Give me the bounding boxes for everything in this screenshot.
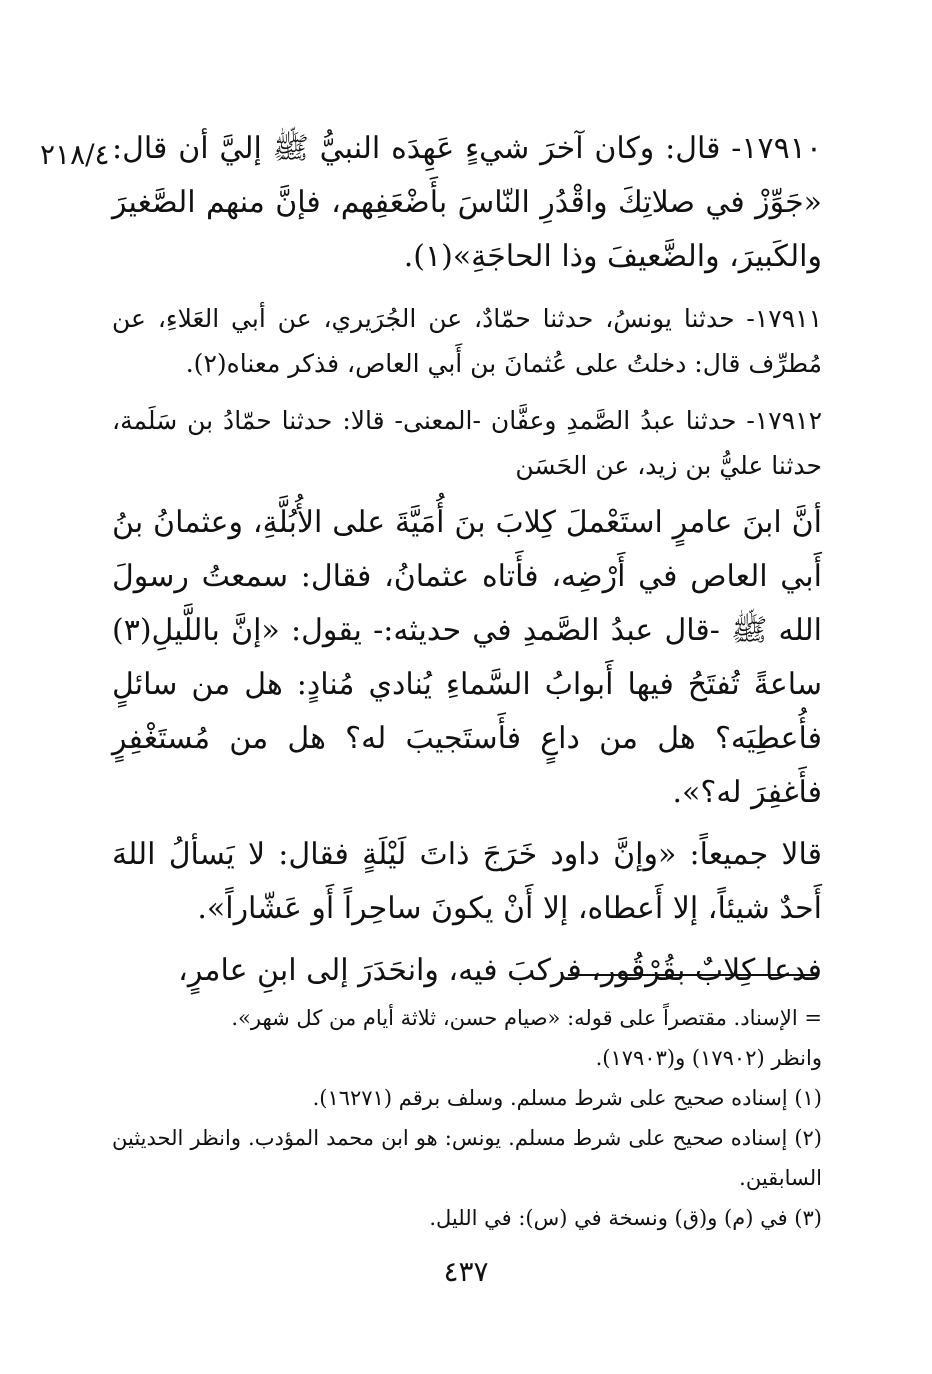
- page-number: ٤٣٧: [443, 1255, 489, 1288]
- hadith-17912-matn: أنَّ ابنَ عامرٍ استَعْملَ كِلابَ بنَ أُمَيَّةَ على الأُبُلَّةِ، وعثمانُ بنُ أَبي العاص في أَرْضِه، فأَتاه عثمانُ، فقال: سمعتُ رسولَ الله ﷺ -قال عبدُ الصَّمدِ في حديثه:- يقول: «إنَّ باللَّيلِ(٣) ساعةً تُفتَحُ فيها أَبوابُ السَّماءِ يُنادي مُنادٍ: هل من سائلٍ فأُعطِيَه؟ هل من داعٍ فأَستَجيبَ له؟ هل من مُستَغْفِرٍ فأَغفِرَ له؟».: [112, 505, 822, 810]
- volume-page-reference: ٢١٨/٤: [40, 138, 110, 171]
- hadith-17912-dawud: قالا جميعاً: «وإنَّ داود خَرَجَ ذاتَ لَيْلَةٍ فقال: لا يَسألُ اللهَ أَحدٌ شيئاً، إلا أَعطاه، إلا أَنْ يكونَ ساحِراً أَو عَشّاراً».: [112, 837, 822, 926]
- footnote-continued-see-also: وانظر (١٧٩٠٢) و(١٧٩٠٣).: [595, 1046, 822, 1070]
- footnote-separator: [568, 974, 818, 976]
- footnote-continued: = الإسناد. مقتصراً على قوله: «صيام حسن، ثلاثة أيام من كل شهر».: [231, 1006, 822, 1030]
- footnote-2: (٢) إسناده صحيح على شرط مسلم. يونس: هو ابن محمد المؤدب. وانظر الحديثين السابقين.: [112, 1126, 822, 1190]
- footnotes: [112, 998, 822, 1238]
- footnote-1: (١) إسناده صحيح على شرط مسلم. وسلف برقم (١٦٢٧١).: [312, 1086, 822, 1110]
- footnote-3: (٣) في (م) و(ق) ونسخة في (س): في الليل.: [429, 1206, 822, 1230]
- hadith-17912-isnad: ١٧٩١٢- حدثنا عبدُ الصَّمدِ وعفَّان -المعنى- قالا: حدثنا حمّادُ بن سَلَمة، حدثنا عليُّ بن زيد، عن الحَسَن: [112, 406, 822, 480]
- hadith-17912-continuation: فدعا كِلابٌ بقُرْقُور، فركبَ فيه، وانحَدَرَ إلى ابنِ عامرٍ،: [178, 953, 822, 988]
- hadith-17910: ١٧٩١٠- قال: وكان آخرَ شيءٍ عَهِدَه النبيُّ ﷺ إليَّ أن قال: «جَوِّزْ في صلاتِكَ واقْدُرِ النّاسَ بأَضْعَفِهم، فإنَّ منهم الصَّغيرَ والكَبيرَ، والضَّعيفَ وذا الحاجَةِ»(١).: [112, 131, 822, 274]
- hadith-17911: ١٧٩١١- حدثنا يونسُ، حدثنا حمّادٌ، عن الجُرَيري، عن أبي العَلاءِ، عن مُطرِّف قال: دخلتُ على عُثمانَ بن أَبي العاص، فذكر معناه(٢).: [112, 304, 822, 378]
- hadith-body: [112, 122, 822, 998]
